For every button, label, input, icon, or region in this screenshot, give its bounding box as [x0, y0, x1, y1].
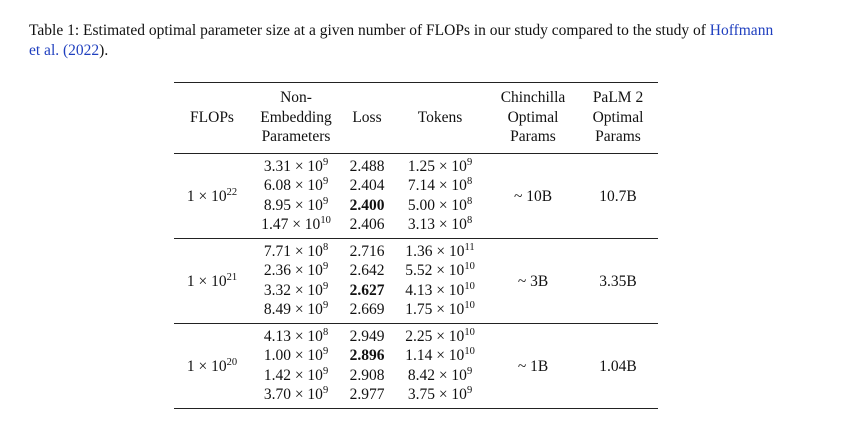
tokens-exponent: 8: [466, 215, 473, 227]
header-palm-line3: Params: [595, 128, 641, 145]
cell-loss: 2.406: [349, 216, 385, 233]
header-row: [174, 83, 658, 154]
header-params-line1: Non-: [280, 89, 312, 106]
header-params: [250, 83, 342, 154]
params-exponent: 9: [322, 385, 329, 397]
tokens-exponent: 8: [466, 176, 473, 188]
flops-exponent: 20: [226, 357, 238, 369]
cell-palm: 10.7B: [599, 188, 637, 206]
params-exponent: 8: [322, 326, 329, 338]
flops-exponent: 22: [226, 187, 238, 199]
cell-loss: 2.949: [349, 327, 385, 345]
params-exponent: 8: [322, 241, 329, 253]
cell-loss: 2.488: [349, 157, 385, 175]
citation-suffix: ).: [99, 42, 109, 59]
cell-params: [250, 300, 342, 323]
cell-params: [250, 238, 342, 261]
cell-tokens: [392, 300, 488, 323]
citation-year[interactable]: 2022: [68, 42, 100, 59]
cell-params: [250, 196, 342, 216]
caption-text: Table 1: Estimated optimal parameter size at a given number of FLOPs in our study compared to the study of: [29, 22, 710, 39]
cell-loss: 2.669: [349, 301, 385, 318]
cell-loss: 2.642: [349, 262, 385, 279]
cell-tokens: [392, 196, 488, 216]
tokens-mantissa: 1.75 × 10: [405, 301, 465, 318]
tokens-mantissa: 2.25 × 10: [405, 327, 465, 345]
tokens-mantissa: 5.00 × 10: [407, 196, 467, 214]
tokens-mantissa: 4.13 × 10: [405, 281, 465, 299]
cell-tokens: [392, 366, 488, 386]
cell-params: [250, 153, 342, 176]
params-mantissa: 3.31 × 10: [263, 157, 323, 175]
cell-params: [250, 176, 342, 196]
params-mantissa: 6.08 × 10: [263, 177, 323, 194]
params-mantissa: 4.13 × 10: [263, 327, 323, 345]
header-loss: Loss: [352, 108, 382, 126]
header-chinchilla-line3: Params: [510, 128, 556, 145]
cell-params: [250, 366, 342, 386]
flops-mantissa: 1 × 10: [186, 188, 227, 206]
cell-flops: [174, 238, 250, 323]
tokens-mantissa: 1.36 × 10: [405, 242, 465, 260]
params-mantissa: 3.32 × 10: [263, 281, 323, 299]
params-mantissa: 1.47 × 10: [261, 216, 321, 233]
tokens-mantissa: 5.52 × 10: [405, 262, 465, 279]
tokens-exponent: 10: [464, 346, 475, 358]
cell-loss-best: 2.896: [349, 347, 385, 364]
cell-loss-best: 2.400: [349, 196, 385, 214]
tokens-exponent: 9: [466, 156, 473, 168]
cell-palm: 3.35B: [599, 273, 637, 291]
results-table: [174, 82, 658, 409]
cell-params: [250, 261, 342, 281]
tokens-mantissa: 7.14 × 10: [407, 177, 467, 194]
table-row: [174, 153, 658, 176]
params-mantissa: 8.49 × 10: [263, 301, 323, 318]
cell-tokens: [392, 153, 488, 176]
params-exponent: 9: [322, 195, 329, 207]
header-palm: [578, 83, 658, 154]
tokens-mantissa: 3.75 × 10: [407, 386, 467, 403]
tokens-mantissa: 1.14 × 10: [405, 347, 465, 364]
cell-loss: 2.977: [349, 386, 385, 403]
cell-params: [250, 215, 342, 238]
tokens-exponent: 10: [464, 261, 475, 273]
tokens-exponent: 11: [464, 241, 475, 253]
flops-mantissa: 1 × 10: [186, 273, 227, 291]
cell-flops: [174, 323, 250, 408]
cell-flops: [174, 153, 250, 238]
results-table-container: [174, 82, 658, 409]
citation-link[interactable]: Hoffmann: [709, 22, 774, 39]
header-chinchilla-line1: Chinchilla: [500, 89, 566, 106]
cell-params: [250, 385, 342, 408]
params-exponent: 9: [322, 346, 329, 358]
cell-params: [250, 323, 342, 346]
cell-tokens: [392, 385, 488, 408]
table-group: [174, 238, 658, 323]
params-exponent: 9: [322, 261, 329, 273]
cell-loss-best: 2.627: [349, 281, 385, 299]
params-mantissa: 3.70 × 10: [263, 386, 323, 403]
header-tokens: Tokens: [417, 108, 463, 126]
tokens-exponent: 9: [466, 385, 473, 397]
table-header: [174, 83, 658, 154]
tokens-mantissa: 1.25 × 10: [407, 157, 467, 175]
tokens-mantissa: 3.13 × 10: [407, 216, 467, 233]
table-row: [174, 323, 658, 346]
tokens-exponent: 10: [464, 326, 475, 338]
cell-tokens: [392, 215, 488, 238]
cell-chinchilla: ~ 3B: [517, 273, 549, 291]
table-group: [174, 153, 658, 238]
cell-loss: 2.908: [349, 366, 385, 384]
params-mantissa: 2.36 × 10: [263, 262, 323, 279]
tokens-exponent: 8: [466, 195, 473, 207]
cell-tokens: [392, 176, 488, 196]
cell-chinchilla: ~ 10B: [513, 188, 553, 206]
tokens-mantissa: 8.42 × 10: [407, 366, 467, 384]
header-chinchilla: [488, 83, 578, 154]
params-mantissa: 8.95 × 10: [263, 196, 323, 214]
params-exponent: 9: [322, 365, 329, 377]
table-row: [174, 238, 658, 261]
citation-authors[interactable]: et al. (: [29, 42, 69, 59]
params-exponent: 9: [322, 300, 329, 312]
header-params-line3: Parameters: [261, 128, 331, 145]
cell-tokens: [392, 238, 488, 261]
cell-palm: 1.04B: [599, 358, 637, 376]
header-palm-line1: PaLM 2: [592, 89, 644, 106]
cell-tokens: [392, 261, 488, 281]
params-exponent: 9: [322, 176, 329, 188]
params-mantissa: 1.42 × 10: [263, 366, 323, 384]
params-exponent: 9: [322, 280, 329, 292]
cell-tokens: [392, 281, 488, 301]
cell-chinchilla: ~ 1B: [517, 358, 549, 376]
cell-params: [250, 281, 342, 301]
params-exponent: 10: [320, 215, 331, 227]
cell-tokens: [392, 323, 488, 346]
cell-loss: 2.404: [349, 177, 385, 194]
header-chinchilla-line2: Optimal: [507, 108, 559, 126]
params-mantissa: 1.00 × 10: [263, 347, 323, 364]
header-params-line2: Embedding: [260, 108, 332, 126]
params-mantissa: 7.71 × 10: [263, 242, 323, 260]
tokens-exponent: 9: [466, 365, 473, 377]
table-caption: [29, 21, 819, 61]
header-palm-line2: Optimal: [592, 108, 644, 126]
cell-params: [250, 346, 342, 366]
flops-mantissa: 1 × 10: [186, 358, 227, 376]
cell-tokens: [392, 346, 488, 366]
header-flops: FLOPs: [190, 108, 234, 126]
params-exponent: 9: [322, 156, 329, 168]
flops-exponent: 21: [226, 272, 238, 284]
cell-loss: 2.716: [349, 242, 385, 260]
table-group: [174, 323, 658, 408]
tokens-exponent: 10: [464, 280, 475, 292]
tokens-exponent: 10: [464, 300, 475, 312]
